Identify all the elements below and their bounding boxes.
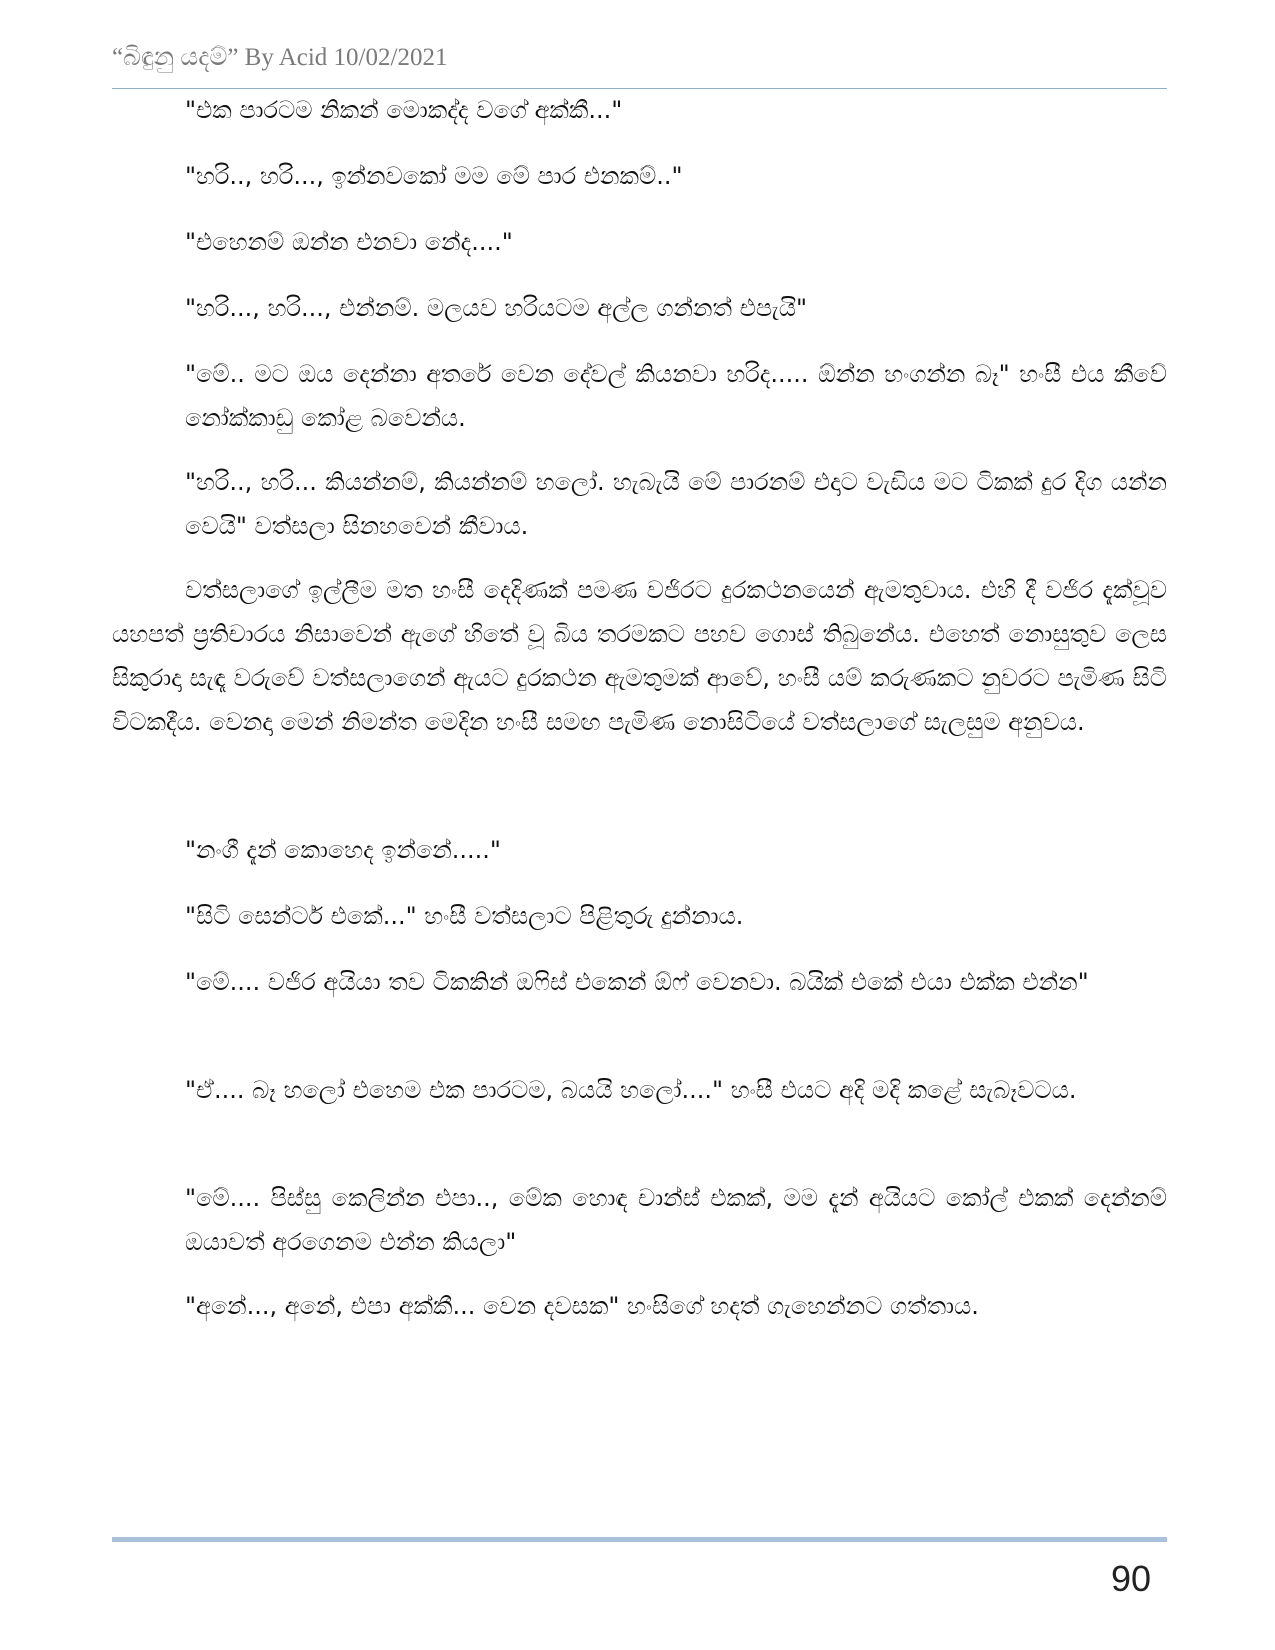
header-title: “බිඳුනු යදම්” By Acid 10/02/2021 [112,44,448,71]
page-header [112,40,1167,89]
paragraph-12: "මේ.... පිස්සු කෙලින්න එපා.., මේක හොඳ චාන්ස් එකක්, මම දැන් අයියට කෝල් එකක් දෙන්නම් ඔයාවත් අරගෙනම එන්න කියලා" [185,1184,1167,1256]
paragraph-6: "හරි.., හරි... කියන්නම්, කියන්නම් හලෝ. හැබැයි මේ පාරනම් එදාට වැඩිය මට ටිකක් දුර දිග යන්න වෙයි" වත්සලා සිනහවෙන් කීවාය. [185,468,1167,540]
paragraph-3: "එහෙනම් ඔන්න එනවා නේද...." [185,228,513,256]
paragraph-13: "අනේ..., අනේ, එපා අක්කී... වෙන දවසක" හංසිගේ හදත් ගැහෙන්නට ගත්තාය. [185,1292,979,1320]
page-body [112,88,1167,1528]
paragraph-9: "සිටි සෙන්ටර් එකේ..." හංසී වත්සලාට පිළිතුරු දුන්නාය. [185,902,744,930]
paragraph-1: "එක පාරටම නිකන් මොකද්ද වගේ අක්කී..." [185,96,623,124]
paragraph-7: වත්සලාගේ ඉල්ලීම මත හංසී දෙදිණක් පමණ වජිරට දුරකථනයෙන් ඇමතුවාය. එහි දී වජිර දැක්වූව යහපත් ප්‍රතිචාරය නිසාවෙන් ඇගේ හිතේ වූ බිය තරමකට පහව ගොස් තිබුනේය. එහෙත් නොසුතුව ලෙස සිකුරාදා සැඳෑ වරුවේ වත්සලාගෙන් ඇයට දුරකථන ඇමතුමක් ආවේ, හංසී යම් කරුණකට නුවරට පැමිණ සිටි විටකදීය. වෙනදා මෙන් නිමන්ත මෙදින හංසී සමඟ පැමිණ නොසිටියේ වත්සලාගේ සැලසුම අනුවය. [112,576,1167,736]
paragraph-8: "නංගී දැන් කොහෙද ඉන්නේ....." [185,836,501,864]
paragraph-4: "හරි..., හරි..., එන්නම්. මලයව හරියටම අල්ල ගන්නත් එපැයි" [185,294,808,322]
paragraph-11: "ඒ.... බෑ හලෝ එහෙම එක පාරටම, බයයි හලෝ...." හංසී එයට අදි මදි කළේ සැබෑවටය. [185,1076,1077,1104]
footer-divider [112,1537,1167,1542]
page-number: 90 [1110,1558,1151,1599]
paragraph-2: "හරි.., හරි..., ඉන්නවකෝ මම මේ පාර එනකම්.." [185,162,683,190]
paragraph-10: "මේ.... වජිර අයියා තව ටිකකින් ඔෆිස් එකෙන් ඕෆ් වෙනවා. බයික් එකේ එයා එක්ක එන්න" [185,968,1089,996]
paragraph-5: "මේ.. මට ඔය දෙන්නා අතරේ වෙන දේවල් කියනවා හරිද..... ඕන්න හංගන්න බෑ" හංසී එය කීවේ නෝක්කාඩු කෝළ බවෙන්ය. [185,360,1167,432]
